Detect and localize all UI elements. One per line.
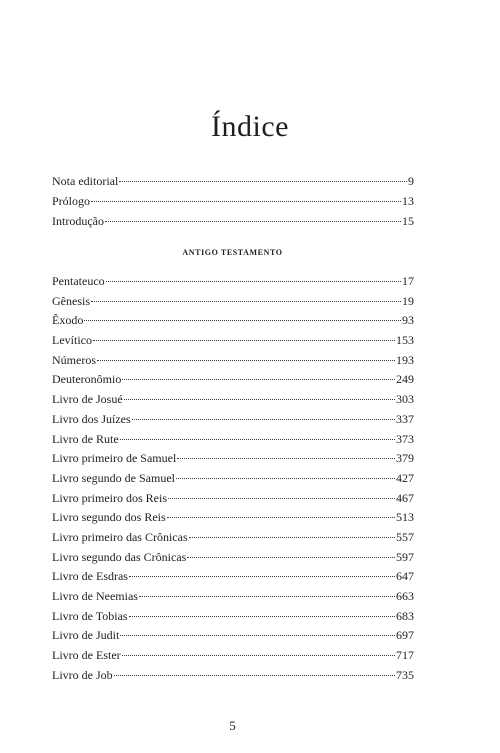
toc-entry — [52, 430, 414, 450]
toc-entry — [52, 370, 414, 390]
toc-entry-title: Livro de Neemias — [52, 589, 138, 603]
dot-leader — [124, 399, 395, 400]
toc-entry-title: Livro de Rute — [52, 431, 119, 446]
dot-leader — [187, 557, 395, 558]
toc-entry-page: 337 — [396, 411, 414, 426]
toc-entry-page: 13 — [402, 194, 414, 208]
dot-leader — [114, 675, 395, 676]
toc-entry — [52, 508, 414, 528]
dot-leader — [105, 221, 401, 222]
toc-entry-title: Livro primeiro das Crônicas — [52, 529, 188, 544]
toc-entry-title: Livro segundo das Crônicas — [52, 549, 187, 564]
dot-leader — [139, 596, 395, 597]
dot-leader — [120, 635, 395, 636]
toc-entry-page: 647 — [396, 569, 414, 584]
toc-entry-page: 373 — [396, 431, 414, 446]
toc-entry-page: 513 — [396, 510, 414, 525]
toc-entry — [52, 567, 414, 587]
dot-leader — [132, 419, 395, 420]
toc-entry-title: Introdução — [52, 214, 104, 228]
toc-entry-title: Livro segundo dos Reis — [52, 510, 166, 525]
toc-entry-title: Livro de Judit — [52, 628, 120, 643]
toc-entry — [52, 607, 414, 627]
toc-entry-title: Levítico — [52, 333, 92, 348]
toc-entry — [52, 311, 414, 331]
toc-entry — [52, 548, 414, 568]
dot-leader — [189, 537, 395, 538]
toc-entry — [52, 331, 414, 351]
toc-entry-page: 303 — [396, 392, 414, 407]
dot-leader — [122, 379, 395, 380]
toc-entry — [52, 171, 414, 191]
toc-entry-title: Livro de Job — [52, 667, 113, 682]
toc-entry-title: Gênesis — [52, 293, 90, 308]
toc-entry-title: Livro de Ester — [52, 648, 121, 663]
toc-entry-title: Livro de Esdras — [52, 569, 128, 584]
dot-leader — [91, 201, 401, 202]
toc-entry-title: Livro segundo de Samuel — [52, 470, 175, 485]
dot-leader — [176, 478, 395, 479]
dot-leader — [93, 340, 395, 341]
toc-entry-title: Livro de Josué — [52, 392, 123, 407]
dot-leader — [177, 458, 395, 459]
toc-entry-page: 735 — [396, 667, 414, 682]
toc-entry — [52, 272, 414, 292]
dot-leader — [120, 439, 395, 440]
toc-entry-page: 9 — [408, 174, 414, 188]
toc-entry-title: Prólogo — [52, 194, 91, 208]
toc-entry-page: 663 — [396, 589, 414, 603]
toc-entry — [52, 449, 414, 469]
front-matter-list — [52, 171, 414, 231]
toc-entry-page: 19 — [402, 293, 414, 308]
dot-leader — [129, 576, 395, 577]
toc-entry — [52, 489, 414, 509]
toc-entry-page: 17 — [402, 274, 414, 288]
dot-leader — [106, 281, 401, 282]
dot-leader — [129, 616, 395, 617]
toc-entry-page: 467 — [396, 490, 414, 505]
toc-entry — [52, 666, 414, 686]
toc-entry — [52, 646, 414, 666]
toc-entry-page: 193 — [396, 352, 414, 367]
toc-entry-page: 15 — [402, 214, 414, 228]
toc-entry-title: Livro de Tobias — [52, 608, 128, 623]
toc-entry — [52, 587, 414, 607]
toc-entry-page: 153 — [396, 333, 414, 348]
toc-entry-page: 717 — [396, 648, 414, 663]
toc-entry-page: 249 — [396, 372, 414, 387]
toc-entry-title: Livro dos Juízes — [52, 411, 131, 426]
toc-entry-title: Livro primeiro dos Reis — [52, 490, 167, 505]
dot-leader — [91, 301, 401, 302]
toc-entry-page: 697 — [396, 628, 414, 643]
toc-entry — [52, 410, 414, 430]
toc-entry-title: Números — [52, 352, 96, 367]
toc-entry — [52, 211, 414, 231]
dot-leader — [84, 320, 401, 321]
toc-entry-title: Nota editorial — [52, 174, 119, 188]
toc-entry — [52, 191, 414, 211]
toc-entry-title: Pentateuco — [52, 274, 105, 288]
toc-entry-title: Êxodo — [52, 313, 84, 328]
old-testament-list — [52, 272, 414, 685]
page-number: 5 — [229, 718, 236, 733]
toc-entry — [52, 351, 414, 371]
section-heading: ANTIGO TESTAMENTO — [182, 248, 283, 257]
toc-entry-page: 597 — [396, 549, 414, 564]
toc-entry — [52, 626, 414, 646]
dot-leader — [97, 360, 395, 361]
toc-entry — [52, 292, 414, 312]
toc-entry — [52, 528, 414, 548]
dot-leader — [122, 655, 395, 656]
toc-entry-page: 379 — [396, 451, 414, 466]
dot-leader — [168, 498, 395, 499]
toc-entry-page: 427 — [396, 470, 414, 485]
toc-entry-title: Deuteronômio — [52, 372, 122, 387]
toc-entry-page: 93 — [402, 313, 414, 328]
dot-leader — [167, 517, 395, 518]
page-title: Índice — [211, 110, 289, 143]
dot-leader — [119, 181, 407, 182]
toc-entry-page: 683 — [396, 608, 414, 623]
toc-entry-page: 557 — [396, 529, 414, 544]
toc-entry-title: Livro primeiro de Samuel — [52, 451, 177, 466]
toc-entry — [52, 469, 414, 489]
toc-entry — [52, 390, 414, 410]
